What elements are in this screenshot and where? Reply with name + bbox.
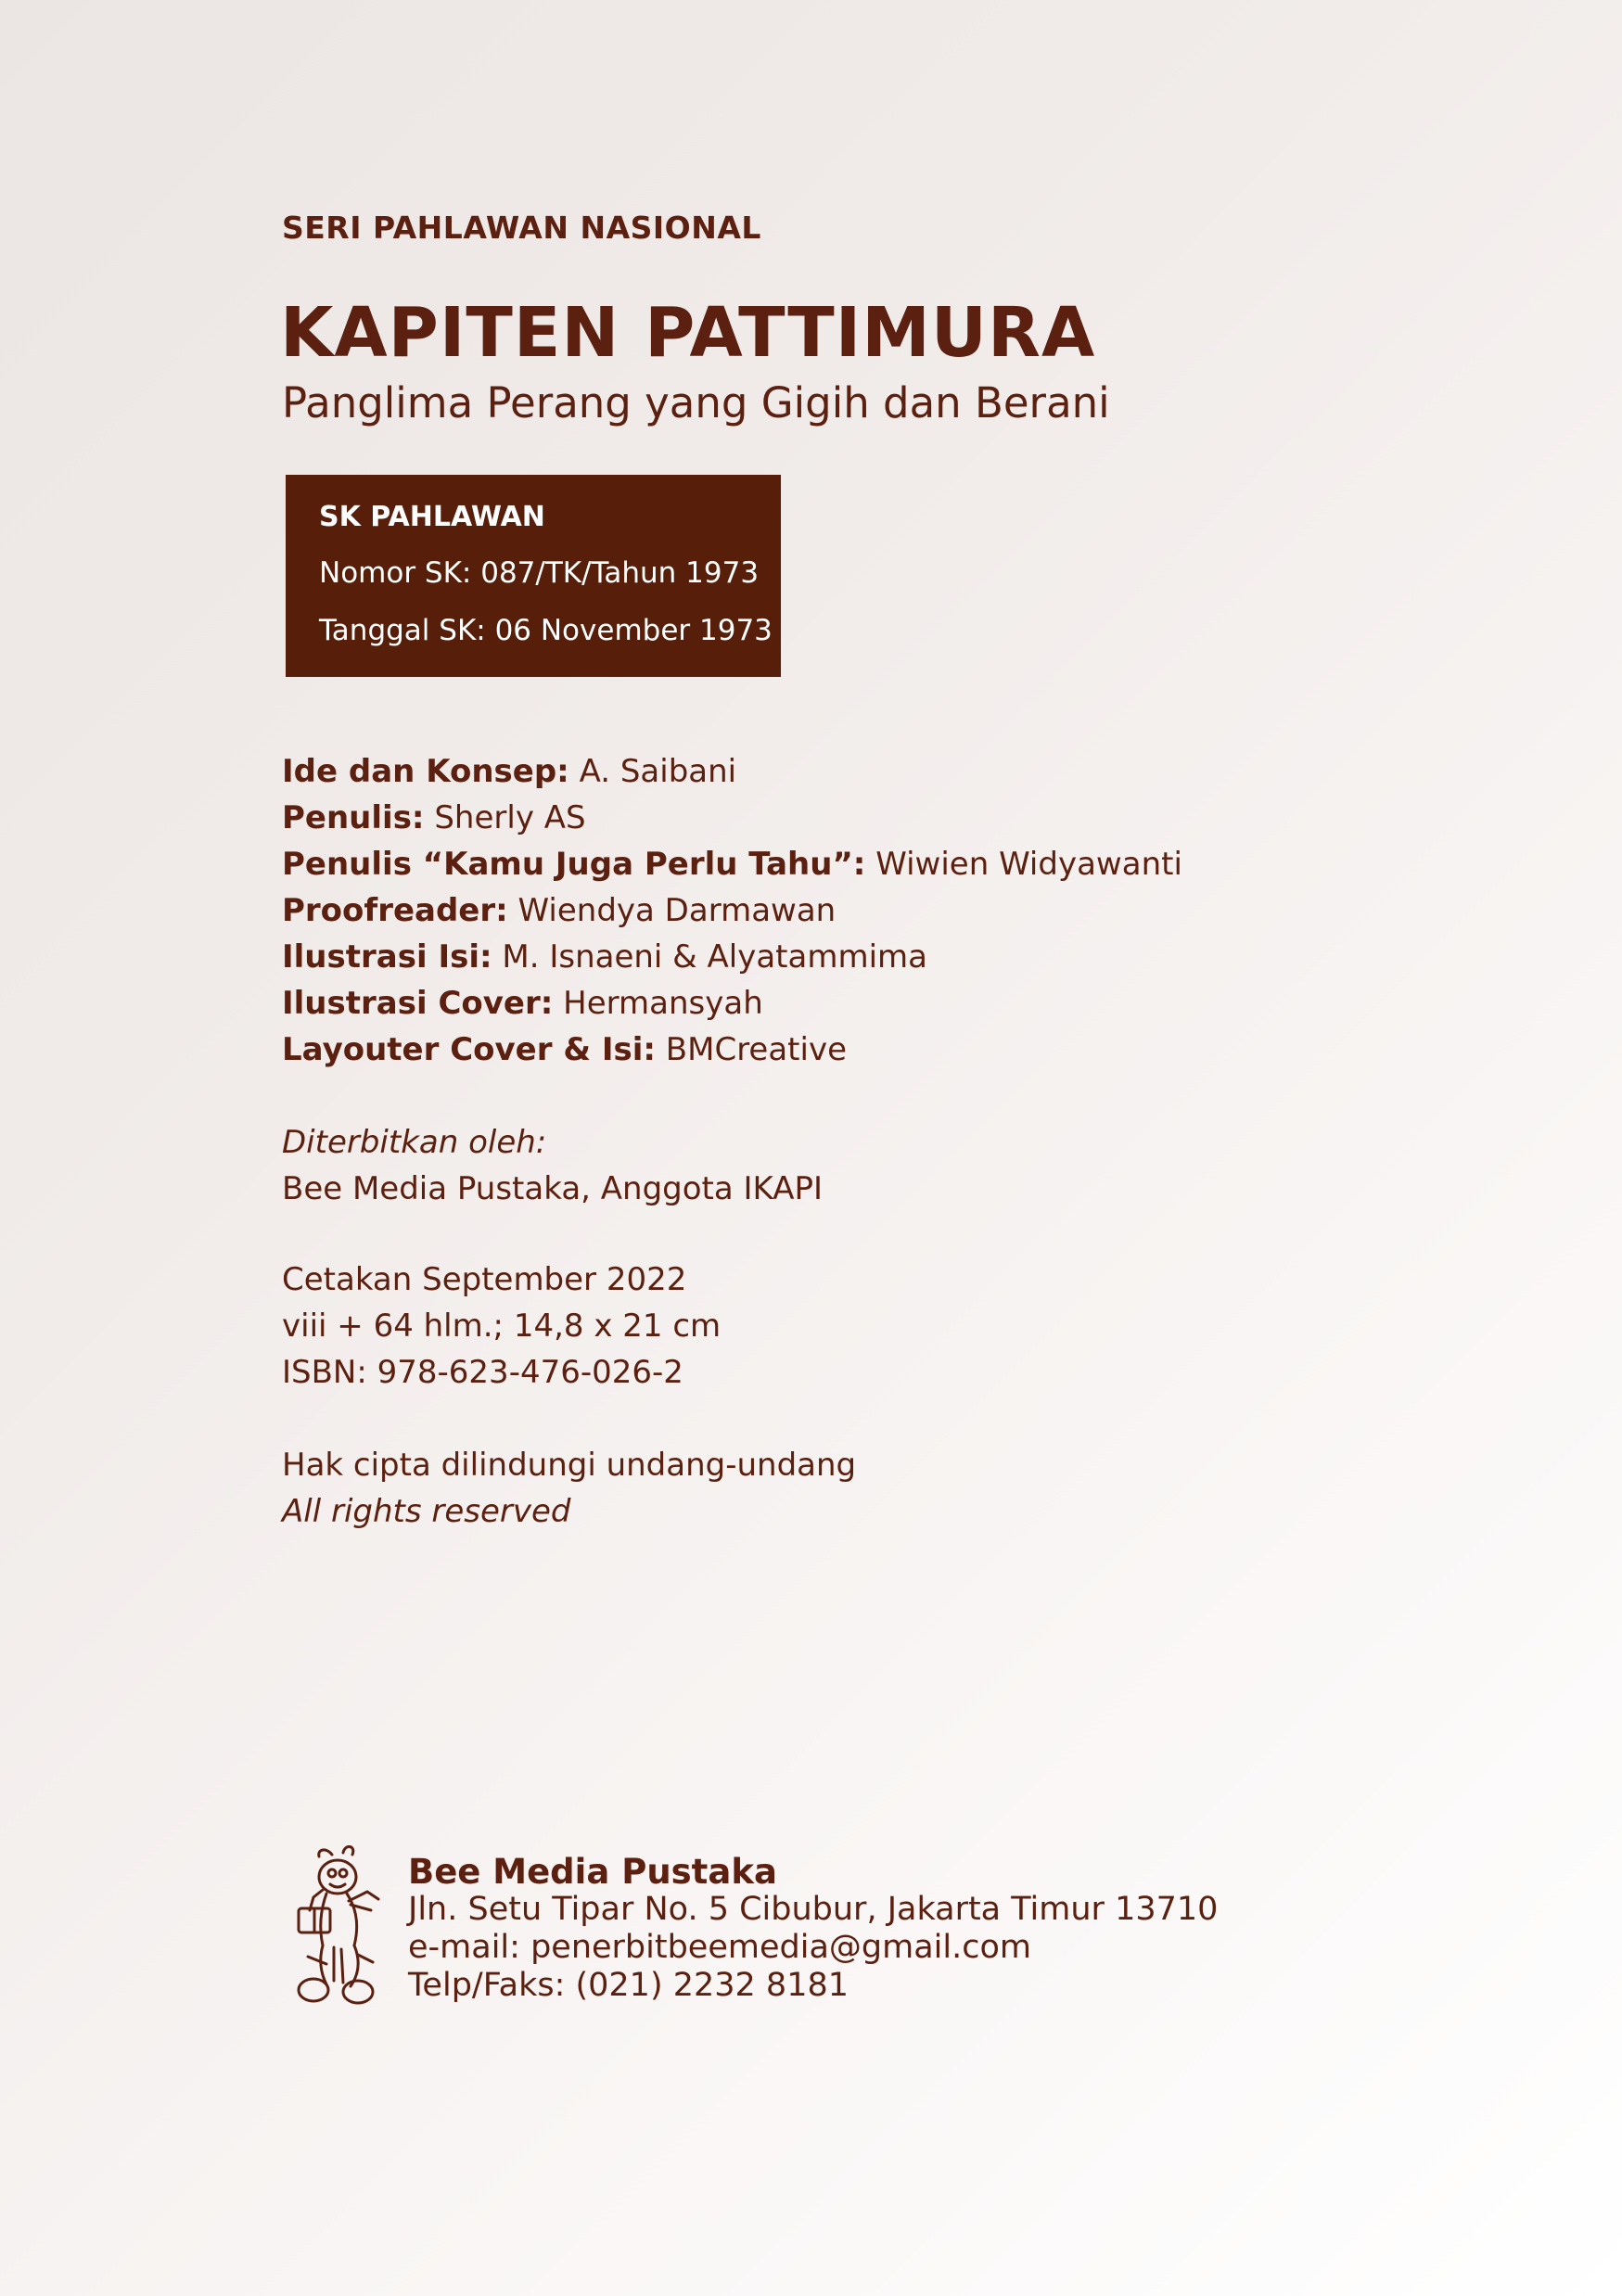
- publisher-name: Bee Media Pustaka: [408, 1852, 777, 1892]
- sk-nomor: Nomor SK: 087/TK/Tahun 1973: [319, 556, 760, 590]
- published-by-block: [282, 1119, 823, 1212]
- credit-line: [282, 1027, 1182, 1073]
- credit-line: [282, 841, 1182, 887]
- credit-label: Ilustrasi Isi:: [282, 938, 492, 976]
- credit-value: A. Saibani: [579, 753, 737, 790]
- credit-label: Proofreader:: [282, 892, 508, 929]
- print-pages: viii + 64 hlm.; 14,8 x 21 cm: [282, 1307, 722, 1345]
- bee-mascot-logo: [289, 1845, 391, 2012]
- credit-value: BMCreative: [665, 1031, 847, 1068]
- book-subtitle: Panglima Perang yang Gigih dan Berani: [282, 378, 1110, 427]
- credit-label: Ide dan Konsep:: [282, 753, 569, 790]
- credit-label: Penulis:: [282, 799, 425, 836]
- publisher-address: Jln. Setu Tipar No. 5 Cibubur, Jakarta Timur 13710: [408, 1891, 1219, 1928]
- publisher-phone: Telp/Faks: (021) 2232 8181: [408, 1967, 849, 2004]
- sk-pahlawan-box: [286, 475, 781, 677]
- credit-label: Ilustrasi Cover:: [282, 985, 554, 1022]
- publisher-footer: [408, 1853, 1218, 2005]
- publisher-email: e-mail: penerbitbeemedia@gmail.com: [408, 1929, 1031, 1966]
- credit-value: M. Isnaeni & Alyatammima: [502, 938, 927, 976]
- sk-tanggal: Tanggal SK: 06 November 1973: [319, 614, 773, 648]
- published-by-publisher: Bee Media Pustaka, Anggota IKAPI: [282, 1170, 824, 1207]
- rights-block: [282, 1442, 856, 1535]
- rights-line: Hak cipta dilindungi undang-undang: [282, 1447, 857, 1484]
- published-by-label: Diterbitkan oleh:: [282, 1124, 547, 1161]
- credit-line: [282, 887, 1182, 934]
- credit-line: [282, 980, 1182, 1027]
- series-label: SERI PAHLAWAN NASIONAL: [282, 210, 761, 246]
- print-info-block: [282, 1256, 721, 1396]
- credits-list: [282, 748, 1182, 1073]
- credit-line: [282, 748, 1182, 795]
- credit-label: Penulis “Kamu Juga Perlu Tahu”:: [282, 846, 866, 883]
- rights-reserved: All rights reserved: [282, 1493, 571, 1530]
- print-isbn: ISBN: 978-623-476-026-2: [282, 1354, 683, 1391]
- book-title: KAPITEN PATTIMURA: [280, 293, 1096, 373]
- credit-line: [282, 795, 1182, 841]
- credit-line: [282, 934, 1182, 980]
- credit-value: Wiwien Widyawanti: [875, 846, 1182, 883]
- credit-value: Hermansyah: [563, 985, 763, 1022]
- credit-label: Layouter Cover & Isi:: [282, 1031, 656, 1068]
- credit-value: Wiendya Darmawan: [517, 892, 837, 929]
- print-edition: Cetakan September 2022: [282, 1261, 687, 1298]
- credit-value: Sherly AS: [434, 799, 586, 836]
- sk-heading: SK PAHLAWAN: [319, 501, 545, 533]
